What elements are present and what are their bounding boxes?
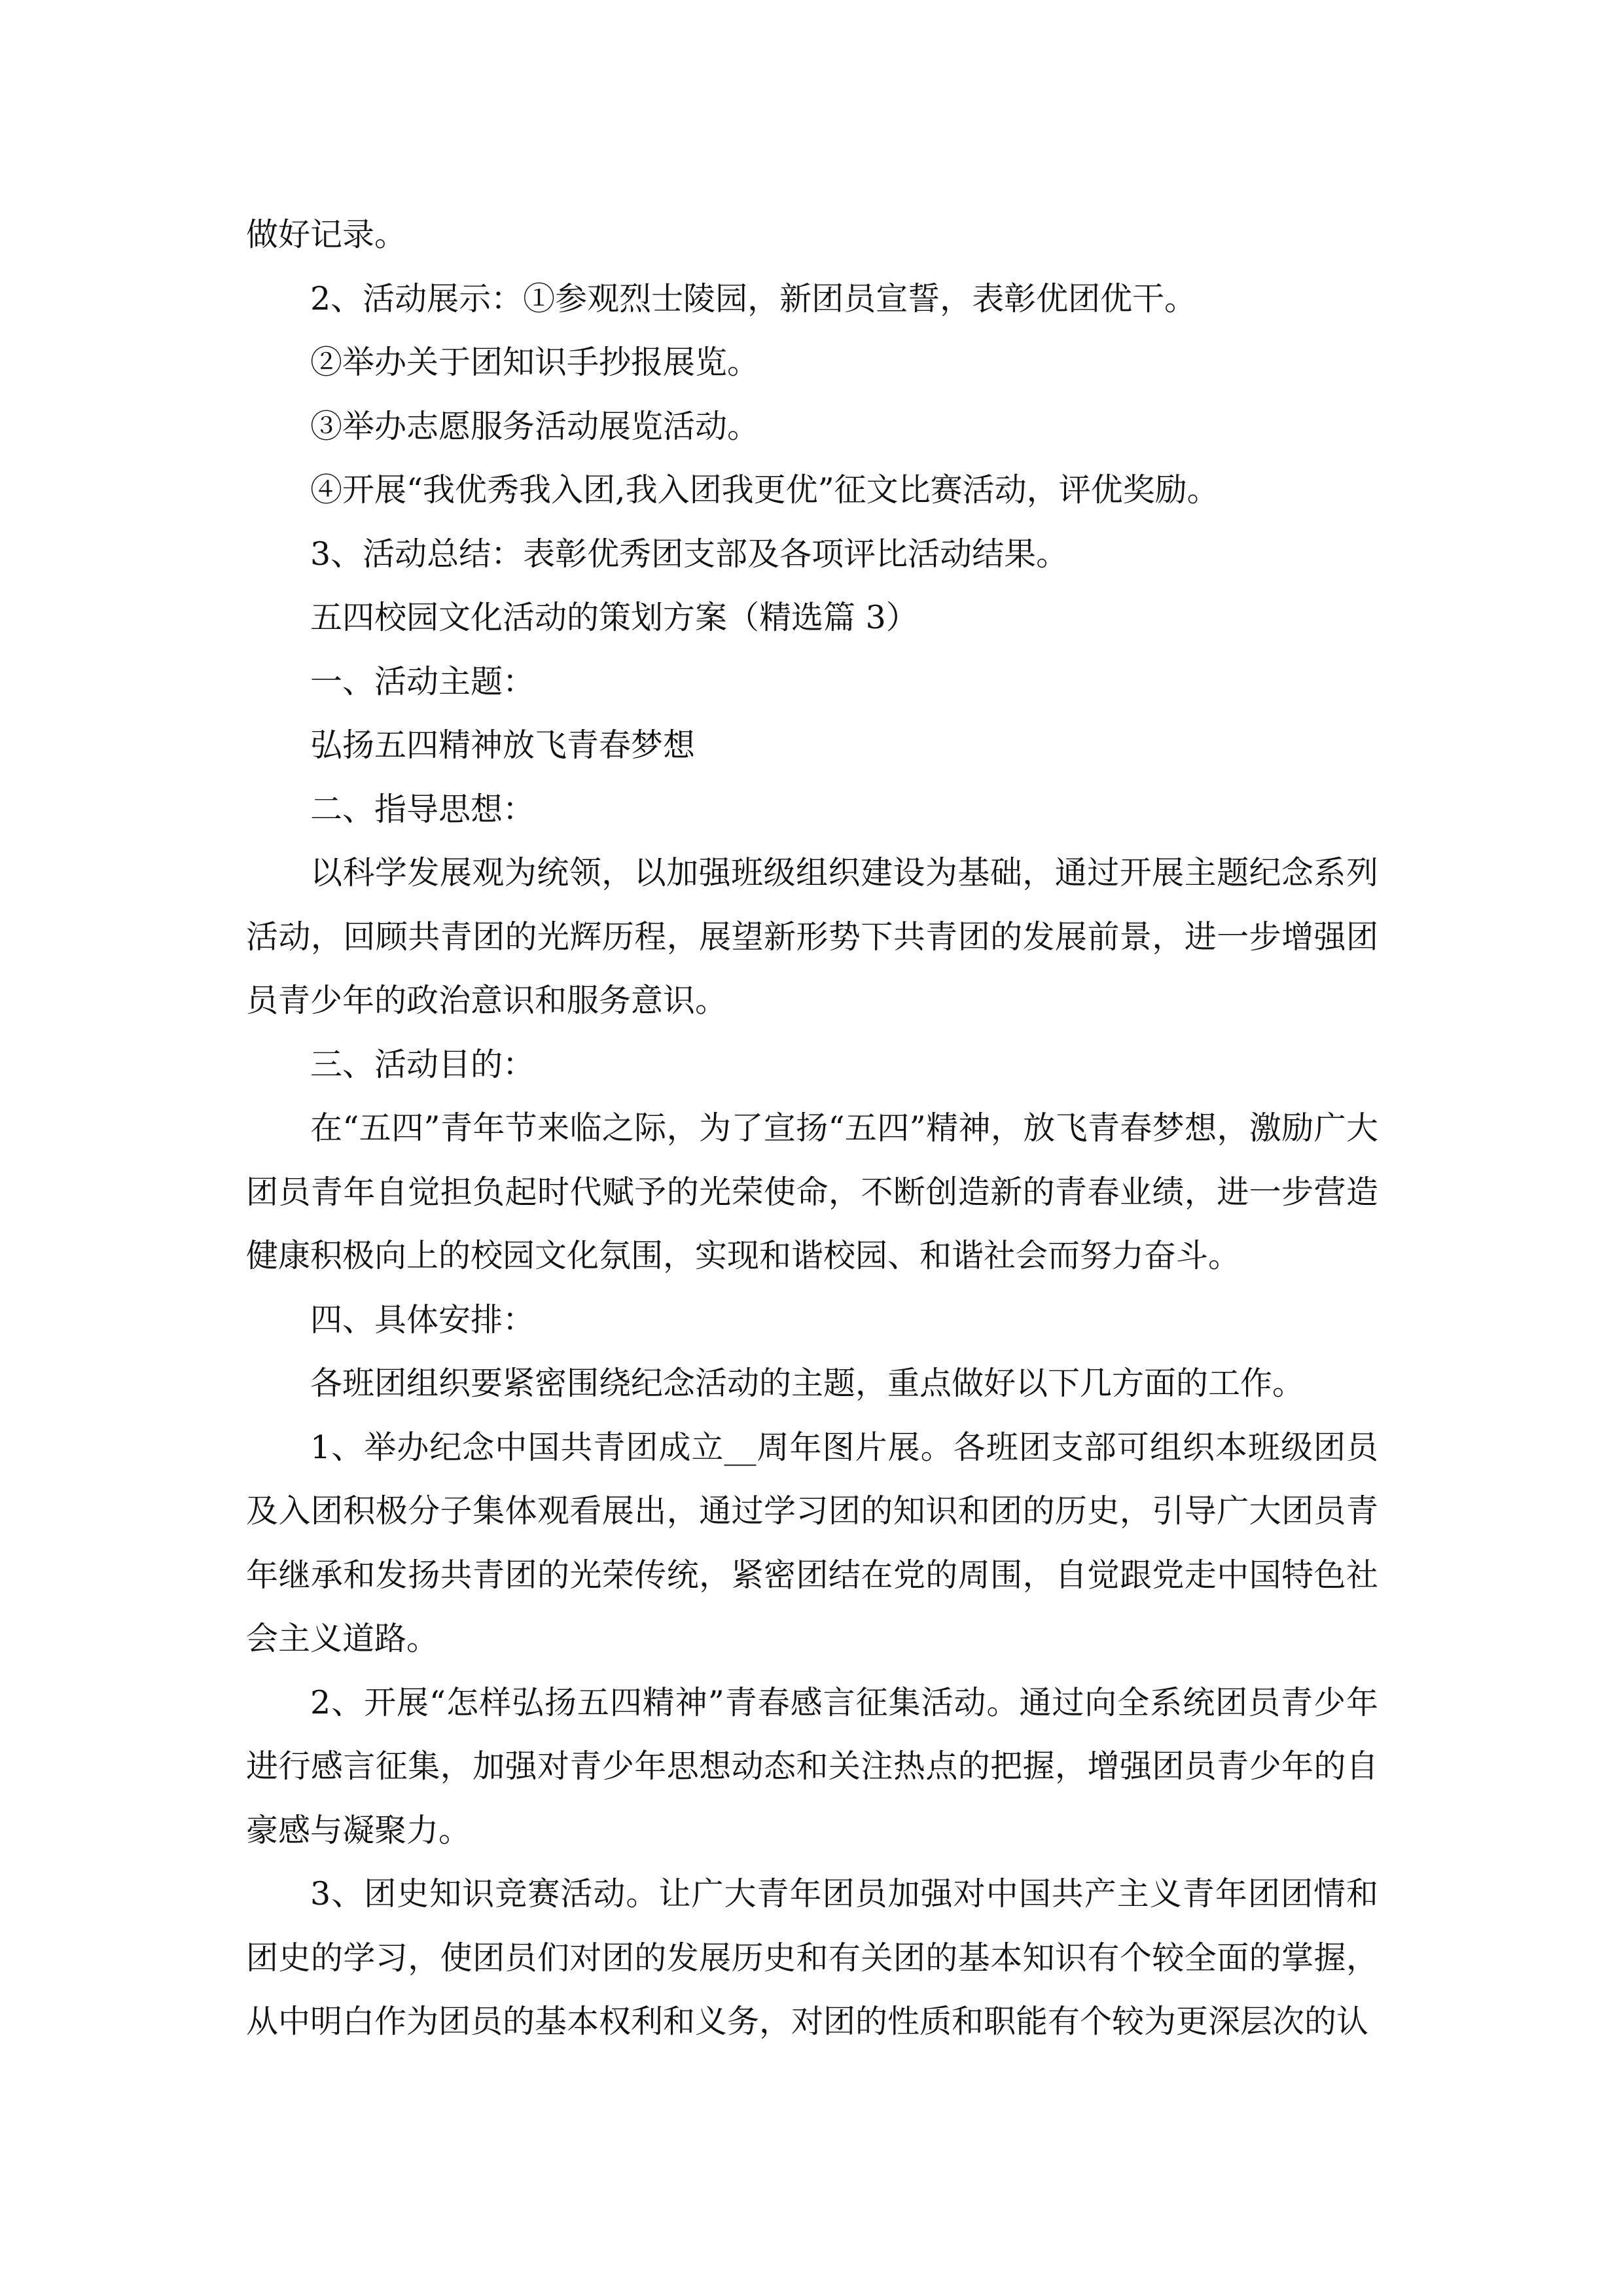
section-heading: 二、指导思想： xyxy=(310,790,535,828)
paragraph: ②举办关于团知识手抄报展览。 xyxy=(310,344,760,381)
section-heading: 一、活动主题： xyxy=(310,662,535,700)
paragraph: ④开展“我优秀我入团,我入团我更优”征文比赛活动，评优奖励。 xyxy=(310,471,1219,509)
paragraph: 3、活动总结：表彰优秀团支部及各项评比活动结果。 xyxy=(310,535,1069,573)
paragraph: 在“五四”青年节来临之际，为了宣扬“五四”精神，放飞青春梦想，激励广大团员青年自觉担负起时代赋予的光荣使命，不断创造新的青春业绩，进一步营造健康积极向上的校园文化氛围，实现和谐校园、和谐社会而努力奋斗。 xyxy=(246,1109,1378,1274)
paragraph: ③举办志愿服务活动展览活动。 xyxy=(310,407,760,445)
paragraph: 弘扬五四精神放飞青春梦想 xyxy=(310,726,696,764)
paragraph: 以科学发展观为统领，以加强班级组织建设为基础，通过开展主题纪念系列活动，回顾共青团的光辉历程，展望新形势下共青团的发展前景，进一步增强团员青少年的政治意识和服务意识。 xyxy=(246,854,1378,1019)
paragraph: 2、开展“怎样弘扬五四精神”青春感言征集活动。通过向全系统团员青少年进行感言征集，加强对青少年思想动态和关注热点的把握，增强团员青少年的自豪感与凝聚力。 xyxy=(246,1683,1378,1849)
paragraph: 各班团组织要紧密围绕纪念活动的主题，重点做好以下几方面的工作。 xyxy=(310,1365,1305,1402)
section-heading: 四、具体安排： xyxy=(310,1300,535,1338)
paragraph: 3、团史知识竞赛活动。让广大青年团员加强对中国共产主义青年团团情和团史的学习，使团员们对团的发展历史和有关团的基本知识有个较全面的掌握，从中明白作为团员的基本权利和义务，对团的性质和职能有个较为更深层次的认 xyxy=(246,1875,1378,2040)
section-title: 五四校园文化活动的策划方案（精选篇 3） xyxy=(310,599,918,636)
paragraph: 2、活动展示：①参观烈士陵园，新团员宣誓，表彰优团优干。 xyxy=(310,279,1197,317)
section-heading: 三、活动目的： xyxy=(310,1045,535,1083)
paragraph: 1、举办纪念中国共青团成立__周年图片展。各班团支部可组织本班级团员及入团积极分子集体观看展出，通过学习团的知识和团的历史，引导广大团员青年继承和发扬共青团的光荣传统，紧密团结在党的周围，自觉跟党走中国特色社会主义道路。 xyxy=(246,1428,1378,1657)
paragraph: 做好记录。 xyxy=(246,216,407,253)
document-body xyxy=(246,203,1378,2054)
